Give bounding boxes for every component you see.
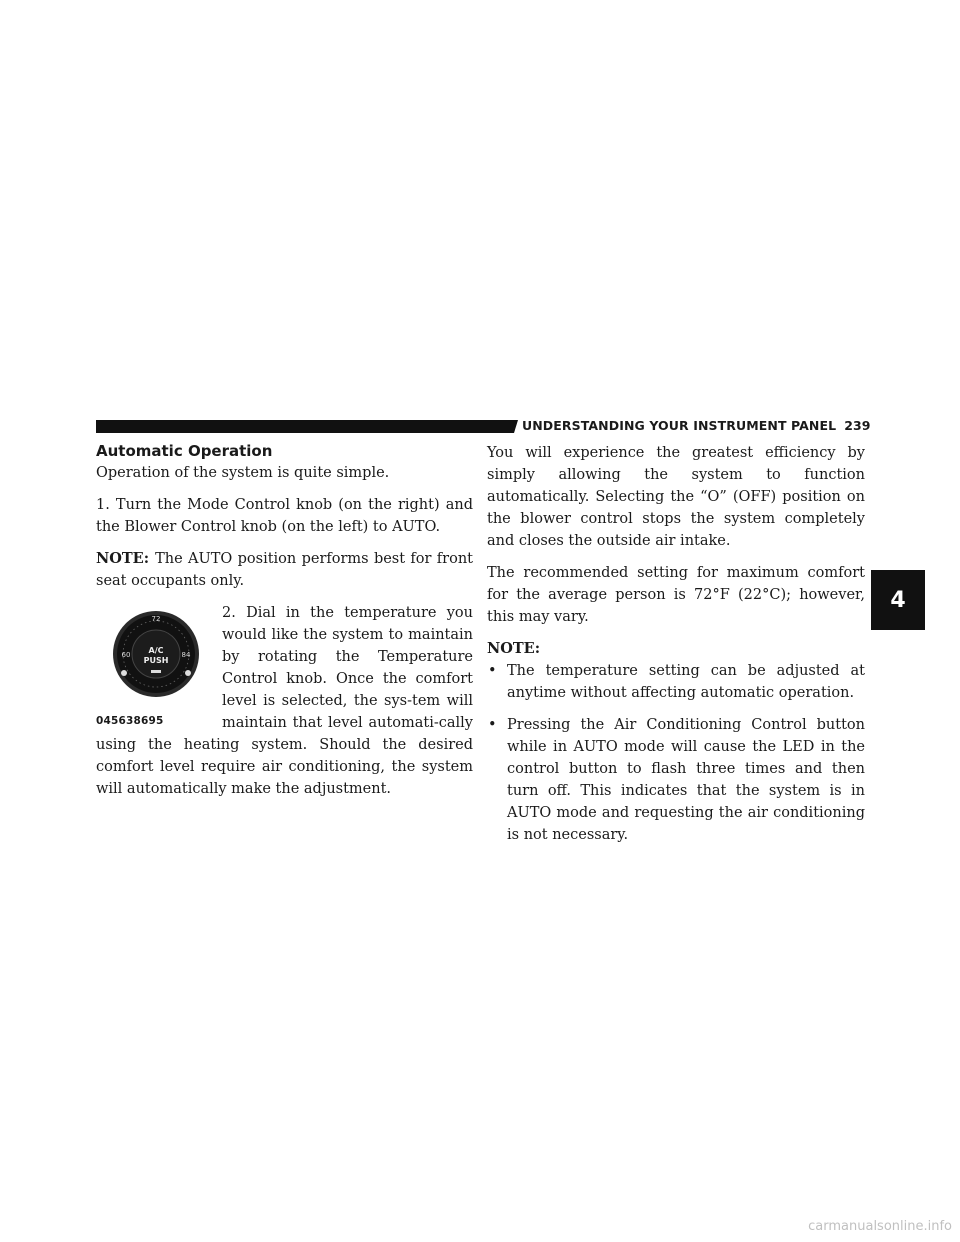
- page-number: 239: [844, 418, 871, 433]
- step-one-paragraph: 1. Turn the Mode Control knob (on the right) and the Blower Control knob (on the left) to AUTO.: [96, 497, 473, 535]
- knob-right-value: 84: [181, 651, 191, 659]
- temperature-knob-figure: [96, 606, 216, 732]
- knob-label-push: PUSH: [143, 656, 169, 665]
- knob-label-ac: A/C: [148, 646, 164, 655]
- section-heading: Automatic Operation: [96, 442, 273, 460]
- figure-caption: 045638695: [96, 715, 164, 727]
- step-two-text: 2. Dial in the temperature you would like the system to maintain by rotating the Temperature Control knob. Once the comfort level is selected, the sys-tem will maintain that level automati-cally using the heating system. Should the desired comfort level require air conditioning, the system will automatically make the adjustment.: [96, 605, 473, 797]
- left-column: [96, 442, 473, 800]
- chapter-tab: 4: [871, 570, 925, 630]
- knob-left-value: 60: [121, 651, 131, 659]
- note-heading: NOTE:: [487, 640, 541, 657]
- knob-top-value: 72: [151, 615, 161, 623]
- right-column: [487, 442, 865, 856]
- bullet-text: The temperature setting can be adjusted at anytime without affecting automatic operation.: [507, 663, 865, 701]
- note-paragraph: [96, 548, 473, 592]
- intro-paragraph: Operation of the system is quite simple.: [96, 465, 390, 481]
- note-text: The AUTO position performs best for front seat occupants only.: [96, 551, 473, 589]
- note-label: NOTE:: [96, 550, 150, 567]
- header-rule: [96, 420, 514, 433]
- bullet-glyph: •: [488, 663, 497, 679]
- note-bullet-list: [487, 660, 865, 846]
- list-item: [487, 714, 865, 846]
- step-two-paragraph: [96, 602, 473, 800]
- bullet-glyph: •: [488, 717, 497, 733]
- temperature-knob-icon: [96, 606, 216, 710]
- efficiency-paragraph: You will experience the greatest efficiency by simply allowing the system to function automatically. Selecting the “O” (OFF) position on the blower control stops the system completely and closes the outside air intake.: [487, 445, 865, 549]
- watermark: carmanualsonline.info: [808, 1219, 952, 1234]
- bullet-text: Pressing the Air Conditioning Control button while in AUTO mode will cause the LED in the control button to flash three times and then turn off. This indicates that the system is in AUTO mode and requesting the air conditioning is not necessary.: [507, 717, 865, 843]
- list-item: [487, 660, 865, 704]
- recommended-setting-paragraph: The recommended setting for maximum comfort for the average person is 72°F (22°C); however, this may vary.: [487, 565, 865, 625]
- running-header: [522, 418, 871, 433]
- header-title: UNDERSTANDING YOUR INSTRUMENT PANEL: [522, 418, 837, 433]
